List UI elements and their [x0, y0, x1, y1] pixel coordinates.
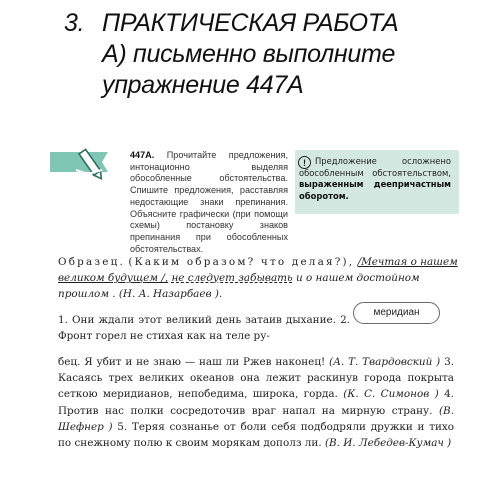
page-heading — [64, 8, 494, 101]
vocabulary-word-box: меридиан — [353, 302, 440, 324]
sample-tail: и о нашем достойном прошлом . — [58, 272, 420, 300]
sample-adverbial: /Мечтая о нашем великом будущем /, — [58, 256, 458, 284]
exercise-text: Прочитайте предложения, интонационно выделяя обособленные обстоятельства. Спишите предложения, расставляя недостающие знаки препинания. Объясните графически (при помощи схемы) постановку знаков препинания при обособленных обстоятельствах. — [130, 150, 288, 254]
author-simonov: (К. С. Симонов ) — [343, 388, 439, 401]
author-lebedev-kumach: (В. И. Лебедев-Кумач ) — [324, 437, 452, 450]
sample-author: (Н. А. Назарбаев ). — [118, 288, 223, 300]
exercise-id: 447А. — [130, 150, 155, 160]
sample-sentence — [58, 254, 458, 302]
author-shefner: (В. Шефнер ) — [58, 404, 454, 433]
rule-note — [295, 150, 459, 214]
sentence-paragraph-2: бец. Я убит и не знаю — наш ли Ржев наконец! (А. Т. Твардовский ) 3. Касаясь трех великих океанов она лежит раскинув города покрыта сеткою меридианов, непобедима, широка, горда. (К. С. Симонов ) 4. Против нас полки сосредоточив враг напал на мирную страну. (В. Шефнер ) 5. Теряя сознанье от боли себя подбодряли дружки и тихо по снежному полю к своим морякам дополз ли. (В. И. Лебедев-Кумач ) — [58, 356, 454, 450]
sample-predicate: не следует забывать — [171, 272, 293, 284]
exclamation-icon: ! — [298, 156, 311, 169]
pencil-book-icon — [50, 144, 126, 184]
heading-line3: упражнение 447А — [102, 71, 304, 99]
note-text-bold: выраженным деепричастным оборотом. — [299, 179, 451, 201]
heading-number: 3. — [64, 9, 85, 37]
sample-label: Образец. — [58, 256, 126, 268]
heading-line2: А) письменно выполните — [102, 40, 396, 68]
sentence-paragraph-1: 1. Они ждали этот великий день затаив дыхание. 2. Фронт горел не стихая как на теле ру- — [58, 314, 350, 343]
heading-line1: ПРАКТИЧЕСКАЯ РАБОТА — [102, 9, 399, 37]
exercise-instructions — [130, 150, 288, 255]
note-text-plain: Предложение осложнено обособленным обстоятельством, — [299, 156, 451, 178]
author-tvardovsky: (А. Т. Твардовский ) — [329, 356, 441, 368]
sample-question: (Каким образом? что делая?), — [128, 256, 355, 268]
